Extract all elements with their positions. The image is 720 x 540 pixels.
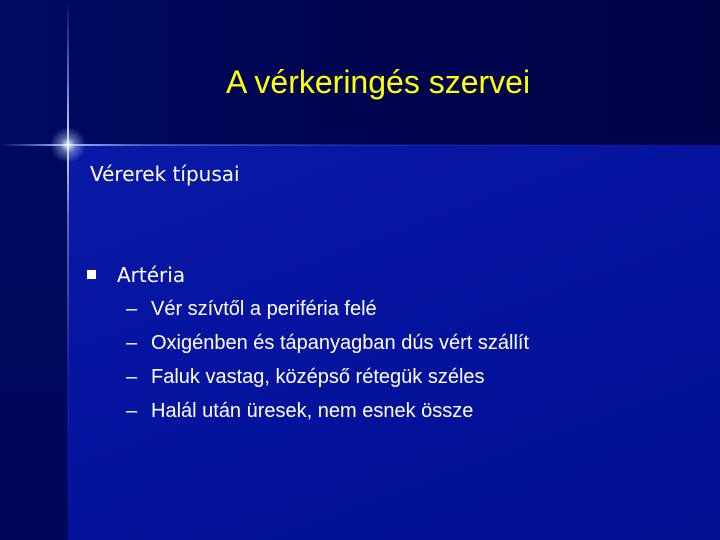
- square-bullet-icon: [87, 270, 96, 279]
- sub-bullet-text: Oxigénben és tápanyagban dús vért szállít: [151, 332, 530, 354]
- bullet-label: Artéria: [117, 263, 186, 287]
- sub-bullet-text: Faluk vastag, középső rétegük széles: [151, 366, 485, 388]
- slide-subtitle: Vérerek típusai: [90, 162, 240, 186]
- dash-bullet-icon: –: [126, 400, 138, 422]
- slide-title: A vérkeringés szervei: [225, 64, 531, 100]
- dash-bullet-icon: –: [126, 298, 138, 320]
- sub-bullet-text: Halál után üresek, nem esnek össze: [151, 400, 474, 422]
- sparkle-horizontal-ray: [0, 144, 720, 146]
- sparkle-icon: [50, 127, 86, 163]
- dash-bullet-icon: –: [126, 332, 138, 354]
- sub-bullet-text: Vér szívtől a periféria felé: [151, 298, 377, 320]
- dash-bullet-icon: –: [126, 366, 138, 388]
- slide-left-band: [0, 145, 68, 540]
